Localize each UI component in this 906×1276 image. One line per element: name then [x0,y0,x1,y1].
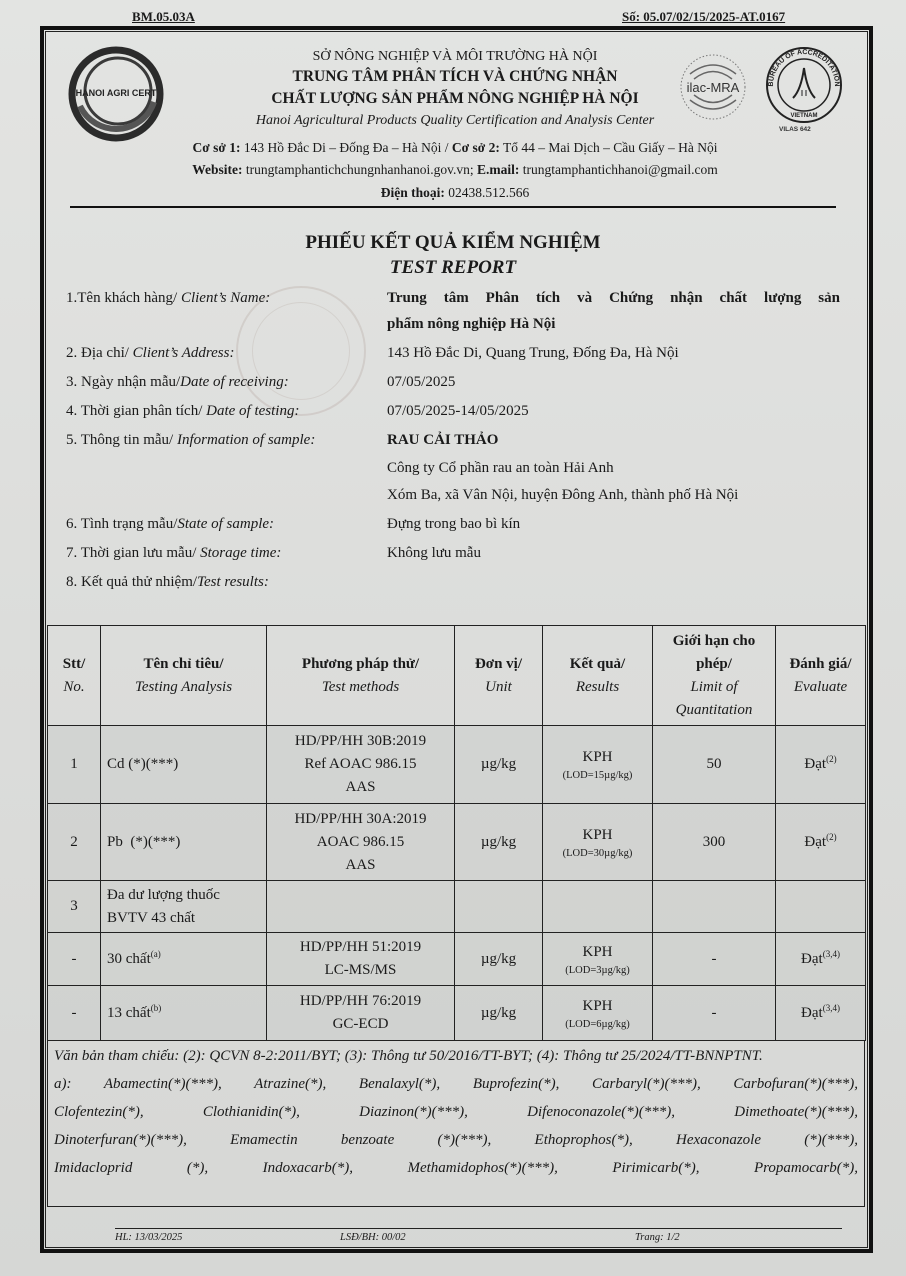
form-code: BM.05.03A [132,9,195,24]
cell-unit: µg/kg [455,804,543,881]
cell-evaluate: Đạt$^{(3,4)}$ [776,986,866,1041]
phone-label: Điện thoại: [380,185,445,200]
vilas-code: VILAS 642 [779,126,811,133]
cell-method: HD/PP/HH 76:2019 GC-ECD [267,986,455,1041]
cell-no: 3 [48,881,101,933]
website-label: Website: [192,162,243,177]
center-name-line1: TRUNG TÂM PHÂN TÍCH VÀ CHỨNG NHẬN [292,68,618,85]
cell-no: 1 [48,726,101,804]
sample-name: RAU CẢI THẢO [387,432,499,448]
date-receiving-label: 3. Ngày nhận mẫu/Date of receiving: [66,374,289,390]
cell-result [543,881,653,933]
center-name-english: Hanoi Agricultural Products Quality Certification and Analysis Center [255,113,655,128]
cell-no: - [48,933,101,986]
results-table [47,625,866,1041]
cell-limit: 50 [653,726,776,804]
bureau-of-accreditation-logo [765,46,843,124]
cell-unit [455,881,543,933]
header-testing-analysis: Tên chỉ tiêu/ Testing Analysis [101,626,267,726]
header-divider [70,206,836,208]
footer-divider [115,1228,842,1229]
date-receiving-value: 07/05/2025 [387,374,456,390]
cell-no: 2 [48,804,101,881]
footer-revision: LSĐ/BH: 00/02 [340,1232,406,1243]
cell-no: - [48,986,101,1041]
address-label-1: Cơ sở 1: [192,140,241,155]
table-row [48,933,866,986]
svg-text:BUREAU OF ACCREDITATION: BUREAU OF ACCREDITATION [767,48,841,87]
cell-evaluate: Đạt$^{(2)}$ [776,726,866,804]
sample-info-label: 5. Thông tin mẫu/ Information of sample: [66,432,316,448]
cell-result: KPH (LOD=30µg/kg) [543,804,653,881]
header-evaluate: Đánh giá/ Evaluate [776,626,866,726]
substance-list-line: Imidacloprid (*), Indoxacarb(*), Methamidophos(*)(***), Pirimicarb(*), Propamocarb(*), [54,1160,858,1176]
header-limit: Giới hạn cho phép/ Limit of Quantitation [653,626,776,726]
substance-list-line: a): Abamectin(*)(***), Atrazine(*), Benalaxyl(*), Buprofezin(*), Carbaryl(*)(***), Carbofuran(*)(***), [54,1076,858,1092]
substance-list-line: Dinoterfuran(*)(***), Emamectin benzoate (*)(***), Ethoprophos(*), Hexaconazole (*)(***), [54,1132,858,1148]
cell-unit: µg/kg [455,726,543,804]
svg-text:VIETNAM: VIETNAM [790,113,818,119]
client-name-line1: Trung tâm Phân tích và Chứng nhận chất lượng sản [387,290,840,306]
client-name-line2: phẩm nông nghiệp Hà Nội [387,316,556,332]
center-name-line2: CHẤT LƯỢNG SẢN PHẨM NÔNG NGHIỆP HÀ NỘI [271,90,639,107]
cell-unit: µg/kg [455,986,543,1041]
cell-analysis: Cd (*)(***) [101,726,267,804]
email-link[interactable]: trungtamphantichhanoi@gmail.com [519,162,718,177]
phone-value: 02438.512.566 [444,185,530,200]
cell-evaluate: Đạt$^{(3,4)}$ [776,933,866,986]
table-row [48,986,866,1041]
document-number: Số: 05.07/02/15/2025-AT.0167 [622,9,786,24]
footer-page-number: Trang: 1/2 [635,1232,680,1243]
cell-limit: - [653,986,776,1041]
cell-limit [653,881,776,933]
center-address [60,140,850,156]
storage-time-value: Không lưu mẫu [387,545,481,561]
sample-company: Công ty Cổ phần rau an toàn Hải Anh [387,460,614,476]
date-testing-label: 4. Thời gian phân tích/ Date of testing: [66,403,300,419]
storage-time-label: 7. Thời gian lưu mẫu/ Storage time: [66,545,282,561]
table-row [48,726,866,804]
date-testing-value: 07/05/2025-14/05/2025 [387,403,529,419]
address-value-1: 143 Hồ Đắc Di – Đống Đa – Hà Nội / [240,140,452,155]
cell-analysis: Đa dư lượng thuốc BVTV 43 chất [101,881,267,933]
cell-analysis: 30 chất$^{(a)}$ [101,933,267,986]
reference-documents: Văn bản tham chiếu: (2): QCVN 8-2:2011/BYT; (3): Thông tư 50/2016/TT-BYT; (4): Thông tư 25/2024/TT-BNNPTNT. [54,1048,763,1064]
address-label-2: Cơ sở 2: [451,140,500,155]
sample-address: Xóm Ba, xã Vân Nội, huyện Đông Anh, thành phố Hà Nội [387,487,739,503]
table-row [48,881,866,933]
report-title-en: TEST REPORT [389,257,517,278]
cell-analysis: 13 chất$^{(b)}$ [101,986,267,1041]
header-no: Stt/ No. [48,626,101,726]
client-address-value: 143 Hồ Đắc Di, Quang Trung, Đống Đa, Hà Nội [387,345,679,361]
footer-effective-date: HL: 13/03/2025 [115,1232,183,1243]
cell-analysis: Pb (*)(***) [101,804,267,881]
cell-evaluate: Đạt$^{(2)}$ [776,804,866,881]
cell-limit: 300 [653,804,776,881]
table-row [48,804,866,881]
header-results: Kết quả/ Results [543,626,653,726]
substance-list-line: Clofentezin(*), Clothianidin(*), Diazinon(*)(***), Difenoconazole(*)(***), Dimethoate(*)(***), [54,1104,858,1120]
center-phone [60,185,850,201]
sample-state-value: Đựng trong bao bì kín [387,516,521,532]
notes-section [47,1040,865,1207]
header-unit: Đơn vị/ Unit [455,626,543,726]
center-contact [60,162,850,178]
department-name: SỞ NÔNG NGHIỆP VÀ MÔI TRƯỜNG HÀ NỘI [312,49,598,64]
cell-unit: µg/kg [455,933,543,986]
client-name-label: 1.Tên khách hàng/ Client’s Name: [66,290,271,306]
cell-limit: - [653,933,776,986]
sample-state-label: 6. Tình trạng mẫu/State of sample: [66,516,275,532]
table-header-row [48,626,866,726]
report-title-vn: PHIẾU KẾT QUẢ KIỂM NGHIỆM [305,232,601,253]
email-label: E.mail: [477,162,520,177]
cell-evaluate [776,881,866,933]
cell-result: KPH (LOD=6µg/kg) [543,986,653,1041]
client-address-label: 2. Địa chỉ/ Client’s Address: [66,345,235,361]
ilac-text: ilac-MRA [686,80,740,95]
website-link[interactable]: trungtamphantichchungnhanhanoi.gov.vn; [242,162,478,177]
cell-method: HD/PP/HH 30B:2019 Ref AOAC 986.15 AAS [267,726,455,804]
cell-result: KPH (LOD=15µg/kg) [543,726,653,804]
address-value-2: Tổ 44 – Mai Dịch – Cầu Giấy – Hà Nội [499,140,718,155]
header-test-methods: Phương pháp thử/ Test methods [267,626,455,726]
cell-method: HD/PP/HH 30A:2019 AOAC 986.15 AAS [267,804,455,881]
cell-method [267,881,455,933]
test-results-label: 8. Kết quả thử nhiệm/Test results: [66,574,269,590]
cell-method: HD/PP/HH 51:2019 LC-MS/MS [267,933,455,986]
cell-result: KPH (LOD=3µg/kg) [543,933,653,986]
logo-text: HANOI AGRI CERT [75,88,157,98]
